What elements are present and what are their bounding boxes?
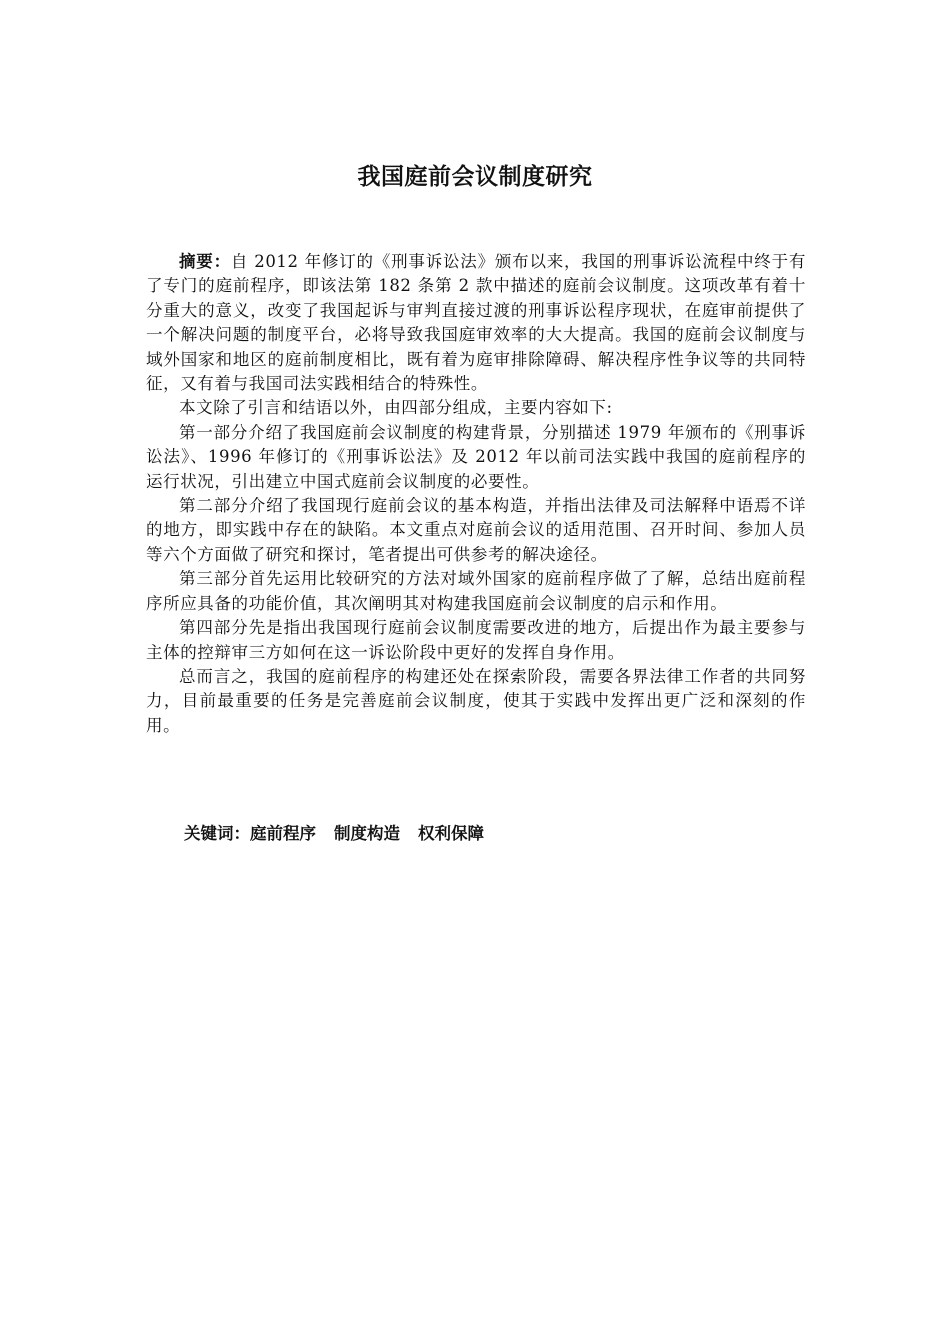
abstract-paragraph-5: 第三部分首先运用比较研究的方法对域外国家的庭前程序做了了解，总结出庭前程序所应具备的功能价值，其次阐明其对构建我国庭前会议制度的启示和作用。 (146, 569, 806, 613)
keywords-line (184, 822, 502, 846)
keyword-item: 权利保障 (418, 824, 484, 843)
abstract-paragraph-4: 第二部分介绍了我国现行庭前会议的基本构造，并指出法律及司法解释中语焉不详的地方，即实践中存在的缺陷。本文重点对庭前会议的适用范围、召开时间、参加人员等六个方面做了研究和探讨，笔者提出可供参考的解决途径。 (146, 496, 806, 564)
keyword-item: 制度构造 (334, 824, 400, 843)
keywords-label: 关键词： (184, 824, 250, 843)
abstract-paragraph-3: 第一部分介绍了我国庭前会议制度的构建背景，分别描述 1979 年颁布的《刑事诉讼法》、1996 年修订的《刑事诉讼法》及 2012 年以前司法实践中我国的庭前程序的运行状况，引出建立中国式庭前会议制度的必要性。 (146, 422, 806, 491)
abstract-paragraph-2: 本文除了引言和结语以外，由四部分组成，主要内容如下: (179, 398, 613, 418)
abstract-paragraph-7: 总而言之，我国的庭前程序的构建还处在探索阶段，需要各界法律工作者的共同努力，目前最重要的任务是完善庭前会议制度，使其于实践中发挥出更广泛和深刻的作用。 (146, 666, 806, 735)
abstract-paragraph-6: 第四部分先是指出我国现行庭前会议制度需要改进的地方，后提出作为最主要参与主体的控辩审三方如何在这一诉讼阶段中更好的发挥自身作用。 (146, 618, 806, 662)
abstract-text: 自 2012 年修订的《刑事诉讼法》颁布以来，我国的刑事诉讼流程中终于有了专门的庭前程序，即该法第 182 条第 2 款中描述的庭前会议制度。这项改革有着十分重大的意义，改变了我国起诉与审判直接过渡的刑事诉讼程序现状，在庭审前提供了一个解决问题的制度平台，必将导致我国庭审效率的大大提高。我国的庭前会议制度与域外国家和地区的庭前制度相比，既有着为庭审排除障碍、解决程序性争议等的共同特征，又有着与我国司法实践相结合的特殊性。 (146, 252, 806, 394)
abstract-section (146, 250, 806, 738)
page-title: 我国庭前会议制度研究 (357, 164, 593, 190)
abstract-label: 摘要： (179, 252, 231, 271)
keyword-item: 庭前程序 (250, 824, 316, 843)
abstract-paragraph-1 (146, 250, 806, 396)
